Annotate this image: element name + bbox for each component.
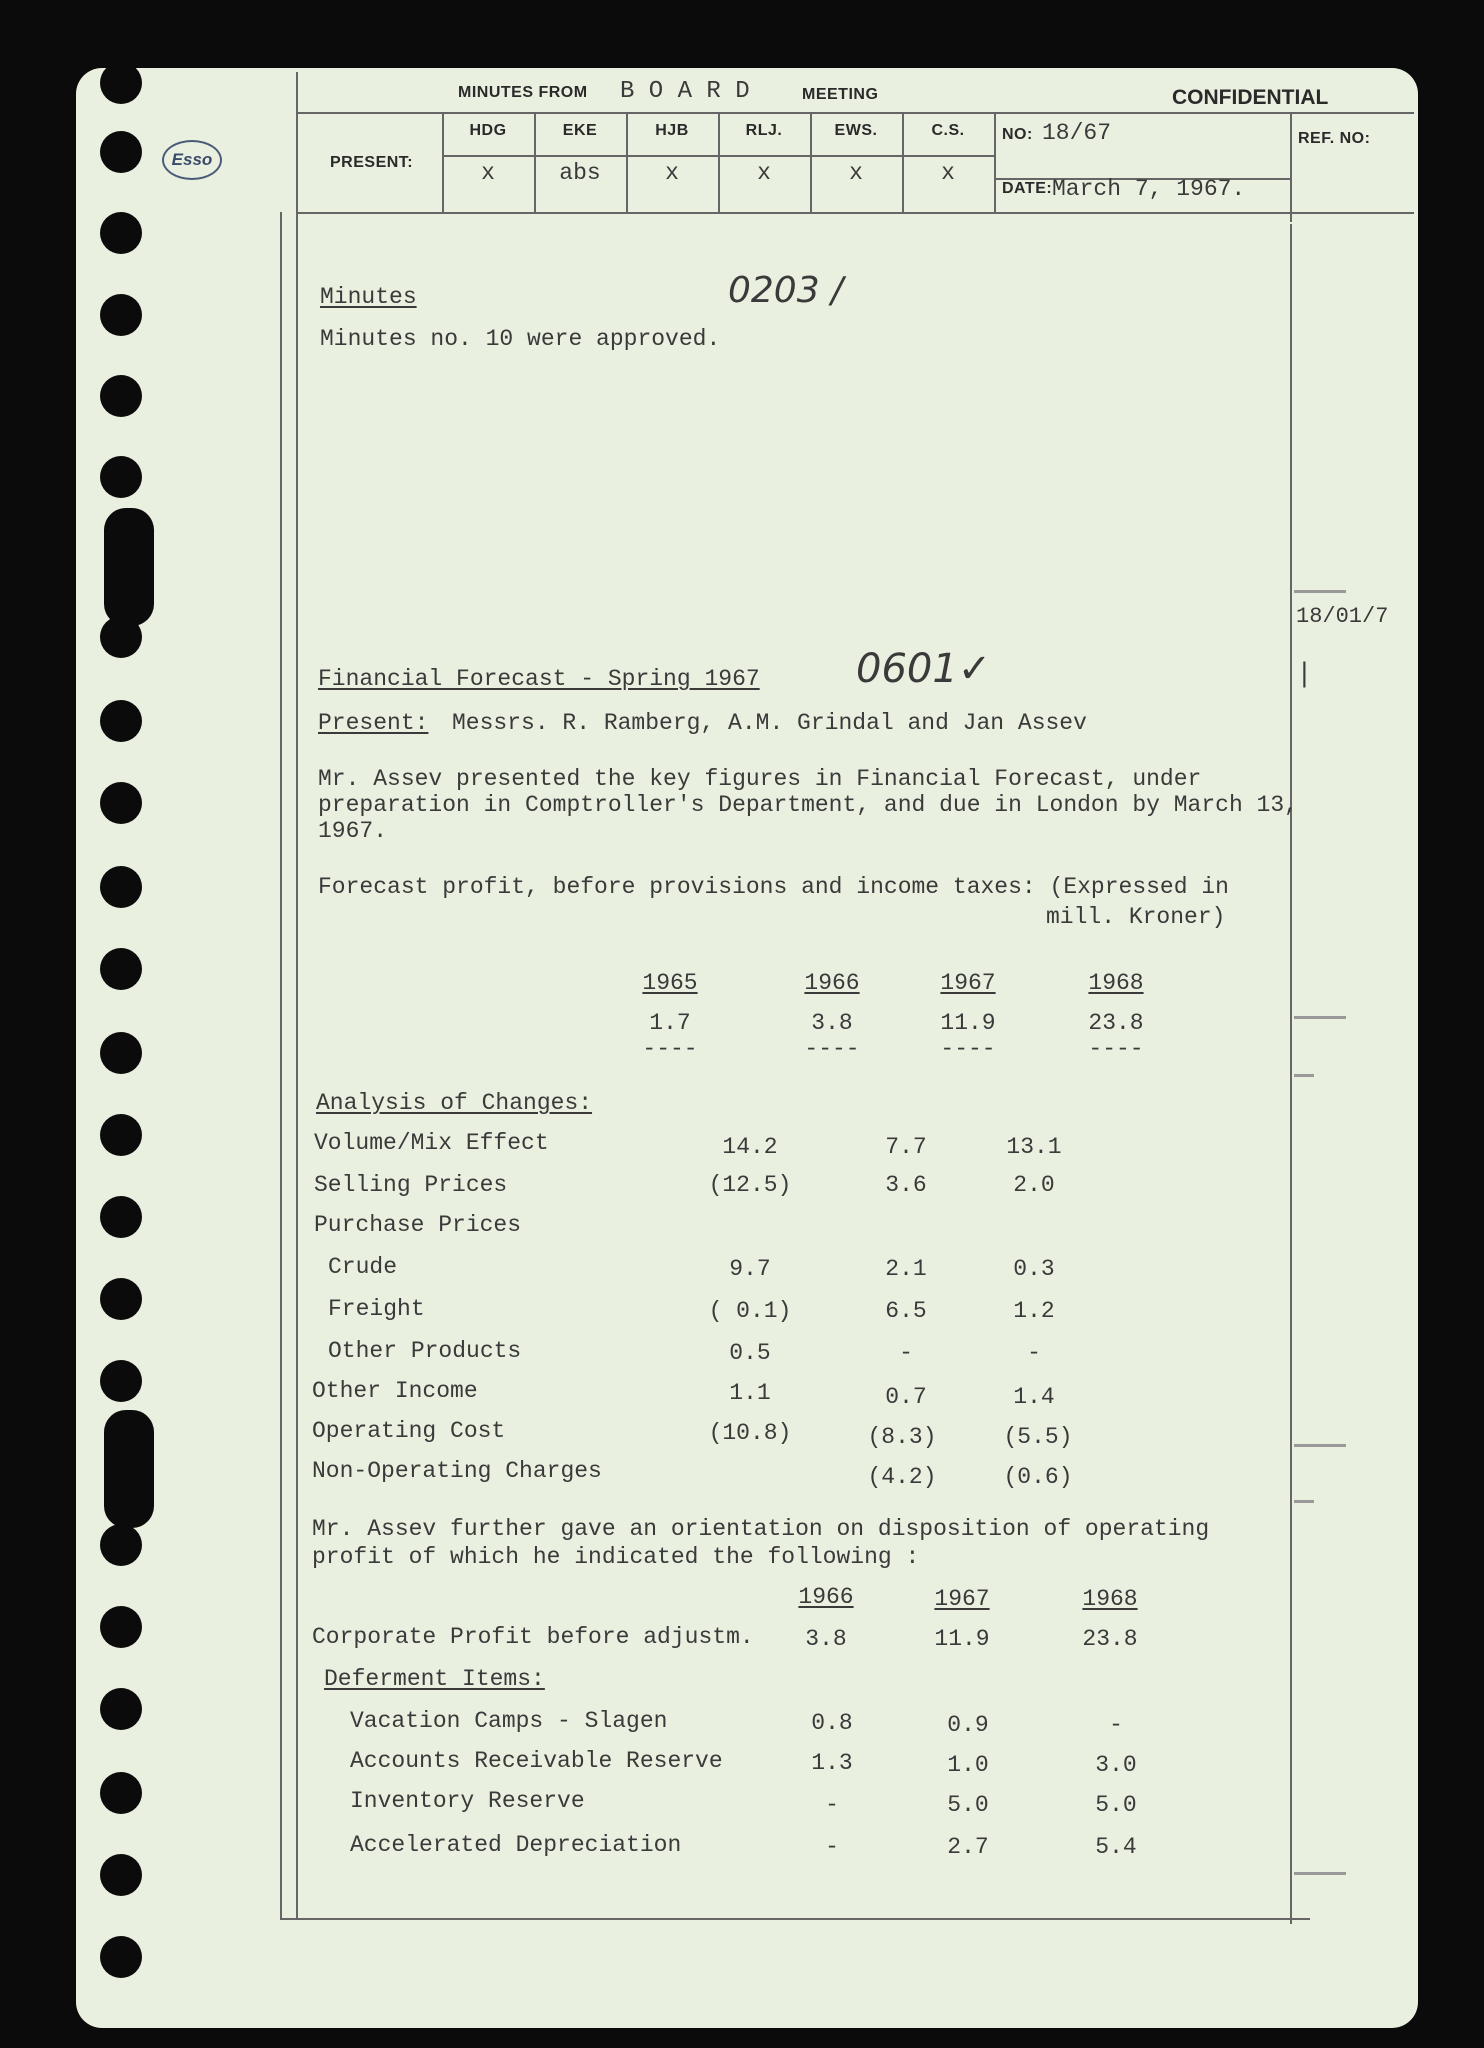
profit-value: 3.8 [811, 1010, 853, 1036]
year-header: 1966 [804, 970, 860, 996]
minutes-number-label: NO: [1002, 126, 1033, 143]
analysis-value: 3.6 [885, 1172, 927, 1198]
deferment-value: 1.3 [811, 1750, 853, 1776]
binder-hole [100, 1524, 142, 1566]
attendee-mark: abs [559, 160, 601, 186]
corporate-profit-value: 11.9 [934, 1626, 990, 1652]
attendee-code: C.S. [931, 122, 965, 139]
analysis-label: Non-Operating Charges [312, 1458, 602, 1484]
header-divider [994, 112, 996, 212]
year-header: 1967 [934, 1586, 990, 1612]
binder-hole [100, 782, 142, 824]
analysis-label: Other Products [328, 1338, 522, 1364]
analysis-value: ( 0.1) [708, 1298, 792, 1324]
year-header: 1965 [642, 970, 698, 996]
analysis-value: 2.1 [885, 1256, 927, 1282]
binder-hole [100, 1854, 142, 1896]
analysis-value: 1.2 [1013, 1298, 1055, 1324]
meeting-date: March 7, 1967. [1052, 176, 1246, 202]
present-label: Present: [318, 710, 429, 736]
binder-hole [100, 1278, 142, 1320]
profit-value: 1.7 [649, 1010, 691, 1036]
deferment-value: - [1109, 1712, 1123, 1738]
binder-hole [100, 616, 142, 658]
margin-mark [1294, 1500, 1314, 1503]
deferment-label: Accelerated Depreciation [350, 1832, 682, 1858]
analysis-value: 2.0 [1013, 1172, 1055, 1198]
right-margin-line [1290, 224, 1292, 1924]
analysis-value: 9.7 [729, 1256, 771, 1282]
analysis-value: (12.5) [708, 1172, 792, 1198]
analysis-label: Selling Prices [314, 1172, 508, 1198]
paragraph-line: Mr. Assev presented the key figures in Financial Forecast, under [318, 766, 1202, 792]
analysis-value: 13.1 [1006, 1134, 1062, 1160]
ref-number-label: REF. NO: [1298, 130, 1371, 147]
deferment-value: 3.0 [1095, 1752, 1137, 1778]
present-label: PRESENT: [330, 154, 414, 171]
left-margin-line [280, 212, 282, 1920]
binder-hole [100, 1936, 142, 1978]
analysis-value: (5.5) [1003, 1424, 1073, 1450]
binder-hole [100, 1606, 142, 1648]
margin-mark [1294, 1444, 1346, 1447]
dash-rule: ---- [1088, 1036, 1144, 1062]
forecast-heading: Financial Forecast - Spring 1967 [318, 666, 760, 692]
corporate-profit-label: Corporate Profit before adjustm. [312, 1624, 754, 1650]
header-rule [296, 112, 1414, 114]
esso-logo: Esso [162, 140, 222, 180]
deferment-value: 5.0 [1095, 1792, 1137, 1818]
deferment-value: 5.4 [1095, 1834, 1137, 1860]
binder-slot [104, 1410, 154, 1528]
analysis-value: 14.2 [722, 1134, 778, 1160]
year-header: 1968 [1088, 970, 1144, 996]
deferment-value: - [825, 1792, 839, 1818]
analysis-value: (10.8) [708, 1420, 792, 1446]
binder-hole [100, 131, 142, 173]
binder-hole [100, 212, 142, 254]
present-names: Messrs. R. Ramberg, A.M. Grindal and Jan Assev [452, 710, 1087, 736]
analysis-label: Volume/Mix Effect [314, 1130, 549, 1156]
binder-hole [100, 1772, 142, 1814]
attendee-mark: x [941, 160, 955, 186]
header-rule [296, 212, 1414, 214]
analysis-value: 7.7 [885, 1134, 927, 1160]
paragraph-line: preparation in Comptroller's Department, and due in London by March 13, [318, 792, 1298, 818]
deferment-value: 5.0 [947, 1792, 989, 1818]
binder-slot [104, 508, 154, 626]
analysis-value: - [1027, 1340, 1041, 1366]
minutes-from-label: MINUTES FROM [458, 84, 588, 101]
analysis-value: 0.3 [1013, 1256, 1055, 1282]
confidential-label: CONFIDENTIAL [1172, 86, 1329, 109]
binder-hole [100, 1196, 142, 1238]
deferment-value: 2.7 [947, 1834, 989, 1860]
attendee-code: EKE [562, 122, 598, 139]
year-header: 1967 [940, 970, 996, 996]
profit-value: 11.9 [940, 1010, 996, 1036]
handwritten-reference: 0203 / [728, 270, 844, 311]
deferment-heading: Deferment Items: [324, 1666, 545, 1692]
margin-note: 18/01/7 [1296, 604, 1389, 629]
handwritten-reference: 0601✓ [856, 646, 992, 692]
attendee-code: EWS. [834, 122, 878, 139]
analysis-heading [316, 1090, 592, 1116]
dash-rule: ---- [940, 1036, 996, 1062]
corporate-profit-value: 3.8 [805, 1626, 847, 1652]
paragraph-line: 1967. [318, 818, 388, 844]
attendee-mark: x [849, 160, 863, 186]
binder-hole [100, 294, 142, 336]
analysis-value: 0.7 [885, 1384, 927, 1410]
header-divider [1290, 112, 1292, 222]
binder-hole [100, 1360, 142, 1402]
profit-value: 23.8 [1088, 1010, 1144, 1036]
attendee-mark: x [757, 160, 771, 186]
minutes-text: Minutes no. 10 were approved. [320, 326, 721, 352]
analysis-value: - [899, 1340, 913, 1366]
minutes-heading: Minutes [320, 284, 417, 310]
binder-hole [100, 866, 142, 908]
binder-hole [100, 375, 142, 417]
binder-hole [100, 700, 142, 742]
year-header: 1966 [798, 1584, 854, 1610]
deferment-label: Vacation Camps - Slagen [350, 1708, 668, 1734]
dash-rule: ---- [642, 1036, 698, 1062]
corporate-profit-value: 23.8 [1082, 1626, 1138, 1652]
analysis-value: (4.2) [867, 1464, 937, 1490]
margin-mark [1294, 1016, 1346, 1019]
analysis-value: 6.5 [885, 1298, 927, 1324]
board-label: B O A R D [620, 78, 750, 105]
attendee-mark: x [665, 160, 679, 186]
margin-mark [1294, 1872, 1346, 1875]
deferment-label: Accounts Receivable Reserve [350, 1748, 723, 1774]
analysis-value: 1.1 [729, 1380, 771, 1406]
binder-hole [100, 456, 142, 498]
binder-hole [100, 1114, 142, 1156]
minutes-number: 18/67 [1042, 120, 1112, 146]
binder-hole [100, 62, 142, 104]
margin-mark [1294, 1074, 1314, 1077]
margin-tick: | [1300, 658, 1309, 688]
meeting-label: MEETING [802, 86, 879, 103]
binder-hole [100, 948, 142, 990]
binder-hole [100, 1688, 142, 1730]
date-label: DATE: [1002, 180, 1053, 197]
analysis-value: (8.3) [867, 1424, 937, 1450]
paragraph-line: mill. Kroner) [1046, 904, 1226, 930]
deferment-value: 0.8 [811, 1710, 853, 1736]
attendee-code: HJB [655, 122, 689, 139]
bottom-rule [280, 1918, 1310, 1920]
attendee-code: HDG [469, 122, 507, 139]
analysis-label: Crude [328, 1254, 398, 1280]
attendee-code: RLJ. [745, 122, 783, 139]
paragraph-line: Mr. Assev further gave an orientation on disposition of operating [312, 1516, 1210, 1542]
left-border [296, 72, 298, 1920]
deferment-value: - [825, 1834, 839, 1860]
analysis-value: 0.5 [729, 1340, 771, 1366]
analysis-heading-text: Analysis of Changes: [316, 1090, 593, 1116]
deferment-value: 0.9 [947, 1712, 989, 1738]
analysis-label: Purchase Prices [314, 1212, 522, 1238]
paragraph-line: Forecast profit, before provisions and income taxes: (Expressed in [318, 874, 1229, 900]
analysis-label: Operating Cost [312, 1418, 506, 1444]
paragraph-line: profit of which he indicated the following : [312, 1544, 920, 1570]
attendee-mark: x [481, 160, 495, 186]
analysis-label: Freight [328, 1296, 425, 1322]
analysis-value: (0.6) [1003, 1464, 1073, 1490]
deferment-value: 1.0 [947, 1752, 989, 1778]
analysis-label: Other Income [312, 1378, 478, 1404]
year-header: 1968 [1082, 1586, 1138, 1612]
document-page [76, 68, 1418, 2028]
dash-rule: ---- [804, 1036, 860, 1062]
margin-mark [1294, 590, 1346, 593]
binder-hole [100, 1032, 142, 1074]
analysis-value: 1.4 [1013, 1384, 1055, 1410]
deferment-label: Inventory Reserve [350, 1788, 585, 1814]
